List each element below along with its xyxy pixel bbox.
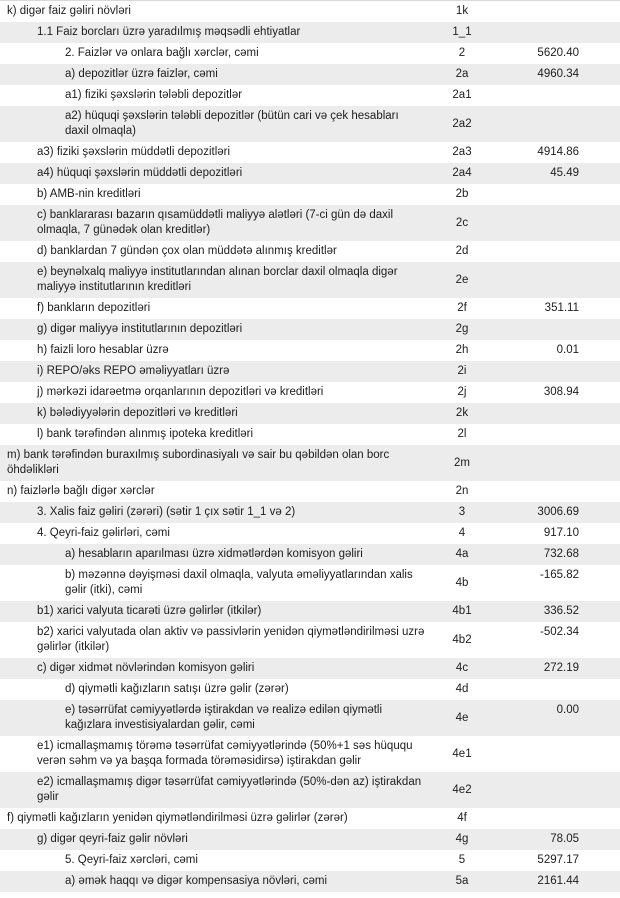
row-code: 2n <box>455 485 469 497</box>
table-row <box>0 262 620 298</box>
row-value: 4914.86 <box>537 146 579 158</box>
row-code: 4b <box>455 576 469 589</box>
row-value <box>494 361 620 382</box>
row-code: 4e2 <box>452 783 472 796</box>
row-label: c) banklararası bazarın qısamüddətli maliyyə alətləri (7-ci gün də daxil olmaqla, 7 günədək olan kreditlər) <box>37 209 394 236</box>
row-value: 4960.34 <box>537 68 579 80</box>
table-row <box>0 382 620 403</box>
row-label: b2) xarici valyutada olan aktiv və passivlərin yenidən qiymətləndirilməsi uzrə gəlirlər (itkilər) <box>37 626 425 653</box>
table-row <box>0 829 620 850</box>
row-value <box>494 319 620 340</box>
row-code: 4 <box>458 527 466 539</box>
table-row <box>0 772 620 808</box>
row-code: 2 <box>458 47 466 59</box>
row-value <box>494 808 620 829</box>
row-code: 2a3 <box>452 146 472 158</box>
table-row <box>0 1 620 22</box>
table-row <box>0 340 620 361</box>
row-label: g) digər maliyyə institutlarının depozitləri <box>37 323 243 335</box>
table-row <box>0 403 620 424</box>
row-label: 1.1 Faiz borcları üzrə yaradılmış məqsədli ehtiyatlar <box>37 26 301 38</box>
table-row <box>0 64 620 85</box>
row-value: -165.82 <box>539 569 579 581</box>
row-value: 5297.17 <box>537 854 579 866</box>
row-value <box>494 241 620 262</box>
row-value <box>494 22 620 43</box>
table-row <box>0 241 620 262</box>
row-value <box>494 424 620 445</box>
row-code: 2l <box>457 428 467 440</box>
row-code: 2i <box>457 365 467 377</box>
row-code: 2a <box>455 68 469 80</box>
table-row <box>0 850 620 871</box>
row-label: f) bankların depozitləri <box>37 302 151 314</box>
row-label: 2. Faizlər və onlara bağlı xərclər, cəmi <box>65 47 259 59</box>
row-label: b) məzənnə dəyişməsi daxil olmaqla, valyuta əməliyyatlarından xalis gəlir (itki), cəmi <box>65 569 413 596</box>
row-label: 4. Qeyri-faiz gəlirləri, cəmi <box>37 527 170 539</box>
row-label: c) digər xidmət növlərindən komisyon gəliri <box>37 662 255 674</box>
table-row <box>0 523 620 544</box>
table-row <box>0 565 620 601</box>
row-code: 5a <box>455 875 469 887</box>
row-label: m) bank tərəfindən buraxılmış subordinasiyalı və sair bu qəbildən olan borc öhdəlikləri <box>7 449 390 476</box>
row-label: k) bələdiyyələrin depozitləri və kreditləri <box>37 407 238 419</box>
row-value <box>494 679 620 700</box>
row-code: 2m <box>454 456 470 469</box>
row-value <box>494 403 620 424</box>
row-code: 2a4 <box>452 167 472 179</box>
table-row <box>0 298 620 319</box>
row-code: 4e1 <box>452 747 472 760</box>
row-code: 2a2 <box>452 117 472 130</box>
table-row <box>0 163 620 184</box>
table-row <box>0 808 620 829</box>
table-row <box>0 142 620 163</box>
table-row <box>0 502 620 523</box>
table-row <box>0 679 620 700</box>
table-row <box>0 22 620 43</box>
row-label: k) digər faiz gəliri növləri <box>7 5 131 17</box>
row-value: 272.19 <box>543 662 579 674</box>
row-value <box>494 184 620 205</box>
row-label: e) təsərrüfat cəmiyyətlərdə iştirakdan və realizə edilən qiymətli kağızlara investisiyalardan gəlir, cəmi <box>65 704 383 731</box>
table-row <box>0 622 620 658</box>
table-row <box>0 658 620 679</box>
row-label: f) qiymətli kağızların yenidən qiymətləndirilməsi üzrə gəlirlər (zərər) <box>7 812 348 824</box>
row-code: 2b <box>455 188 469 200</box>
row-label: i) REPO/əks REPO əməliyyatları üzrə <box>37 365 230 377</box>
row-value: 917.10 <box>543 527 579 539</box>
row-value: 308.94 <box>543 386 579 398</box>
row-value: 2161.44 <box>537 875 579 887</box>
row-label: a3) fiziki şəxslərin müddətli depozitləri <box>37 146 231 158</box>
table-row <box>0 601 620 622</box>
table-row <box>0 481 620 502</box>
table-row <box>0 106 620 142</box>
row-code: 4a <box>455 548 469 560</box>
table-row <box>0 424 620 445</box>
row-code: 2g <box>455 323 469 335</box>
row-value <box>494 736 620 772</box>
row-label: l) bank tərəfindən alınmış ipoteka kreditləri <box>37 428 254 440</box>
row-code: 2c <box>455 216 469 229</box>
row-value <box>494 445 620 481</box>
row-code: 4g <box>455 833 469 845</box>
row-code: 4f <box>457 812 467 824</box>
row-code: 4b2 <box>452 633 472 646</box>
row-label: e) beynəlxalq maliyyə institutlarından alınan borclar daxil olmaqla digər maliyyə institutlarının kreditləri <box>37 266 398 293</box>
row-code: 2j <box>457 386 467 398</box>
row-value <box>494 106 620 142</box>
row-label: b1) xarici valyuta ticarəti üzrə gəlirlər (itkilər) <box>37 605 262 617</box>
row-value <box>494 262 620 298</box>
row-label: j) mərkəzi idarəetmə orqanlarının depozitləri və kreditləri <box>37 386 324 398</box>
table-row <box>0 445 620 481</box>
row-label: n) faizlərlə bağlı digər xərclər <box>7 485 155 497</box>
row-code: 2e <box>455 273 469 286</box>
table-row <box>0 85 620 106</box>
row-code: 4b1 <box>452 605 472 617</box>
row-label: b) AMB-nin kreditləri <box>37 188 141 200</box>
row-code: 4c <box>455 662 469 674</box>
row-value: 732.68 <box>543 548 579 560</box>
table-row <box>0 184 620 205</box>
row-value <box>494 481 620 502</box>
row-value: 78.05 <box>550 833 579 845</box>
row-value <box>494 1 620 22</box>
row-value <box>494 205 620 241</box>
table-row <box>0 871 620 892</box>
row-label: a2) hüquqi şəxslərin tələbli depozitlər (bütün cari və çek hesabları daxil olmaqla) <box>65 110 399 137</box>
row-label: d) qiymətli kağızların satışı üzrə gəlir (zərər) <box>65 683 289 695</box>
row-code: 1_1 <box>452 26 472 38</box>
table-row <box>0 43 620 64</box>
table-row <box>0 700 620 736</box>
table-row <box>0 319 620 340</box>
row-code: 2d <box>455 245 469 257</box>
table-row <box>0 544 620 565</box>
row-label: h) faizli loro hesablar üzrə <box>37 344 169 356</box>
table-row <box>0 736 620 772</box>
row-value: 336.52 <box>543 605 579 617</box>
row-code: 1k <box>455 5 469 17</box>
row-code: 2a1 <box>452 89 472 101</box>
row-label: a1) fiziki şəxslərin tələbli depozitlər <box>65 89 243 101</box>
row-label: a4) hüquqi şəxslərin müddətli depozitləri <box>37 167 243 179</box>
row-value <box>494 85 620 106</box>
table-row <box>0 361 620 382</box>
row-label: g) digər qeyri-faiz gəlir növləri <box>37 833 188 845</box>
row-code: 2k <box>455 407 469 419</box>
row-label: a) hesabların aparılması üzrə xidmətlərdən komisyon gəliri <box>65 548 363 560</box>
row-value: 5620.40 <box>537 47 579 59</box>
row-value <box>494 772 620 808</box>
row-label: e1) icmallaşmamış törəmə təsərrüfat cəmiyyətlərində (50%+1 səs hüququ verən səhm və ya başqa formada törəməsidirsə) iştirakdan gəlir <box>37 740 413 767</box>
row-code: 2h <box>455 344 469 356</box>
row-value: 45.49 <box>550 167 579 179</box>
table-row <box>0 205 620 241</box>
row-value: 0.00 <box>556 704 579 716</box>
row-label: 5. Qeyri-faiz xərcləri, cəmi <box>65 854 198 866</box>
row-code: 3 <box>458 506 466 518</box>
row-label: e2) icmallaşmamış digər təsərrüfat cəmiyyətlərində (50%-dən az) iştirakdan gəlir <box>37 776 422 803</box>
row-value: 0.01 <box>556 344 579 356</box>
row-code: 2f <box>457 302 467 314</box>
row-value: -502.34 <box>539 626 579 638</box>
row-code: 4e <box>455 711 469 724</box>
row-value: 351.11 <box>544 302 579 314</box>
row-label: a) depozitlər üzrə faizlər, cəmi <box>65 68 218 80</box>
row-label: a) əmək haqqı və digər kompensasiya növləri, cəmi <box>65 875 328 887</box>
row-label: 3. Xalis faiz gəliri (zərəri) (sətir 1 çıx sətir 1_1 və 2) <box>37 506 296 518</box>
row-label: d) banklardan 7 gündən çox olan müddətə alınmış kreditlər <box>37 245 337 257</box>
row-code: 5 <box>458 854 466 866</box>
row-code: 4d <box>455 683 469 695</box>
row-value: 3006.69 <box>537 506 579 518</box>
